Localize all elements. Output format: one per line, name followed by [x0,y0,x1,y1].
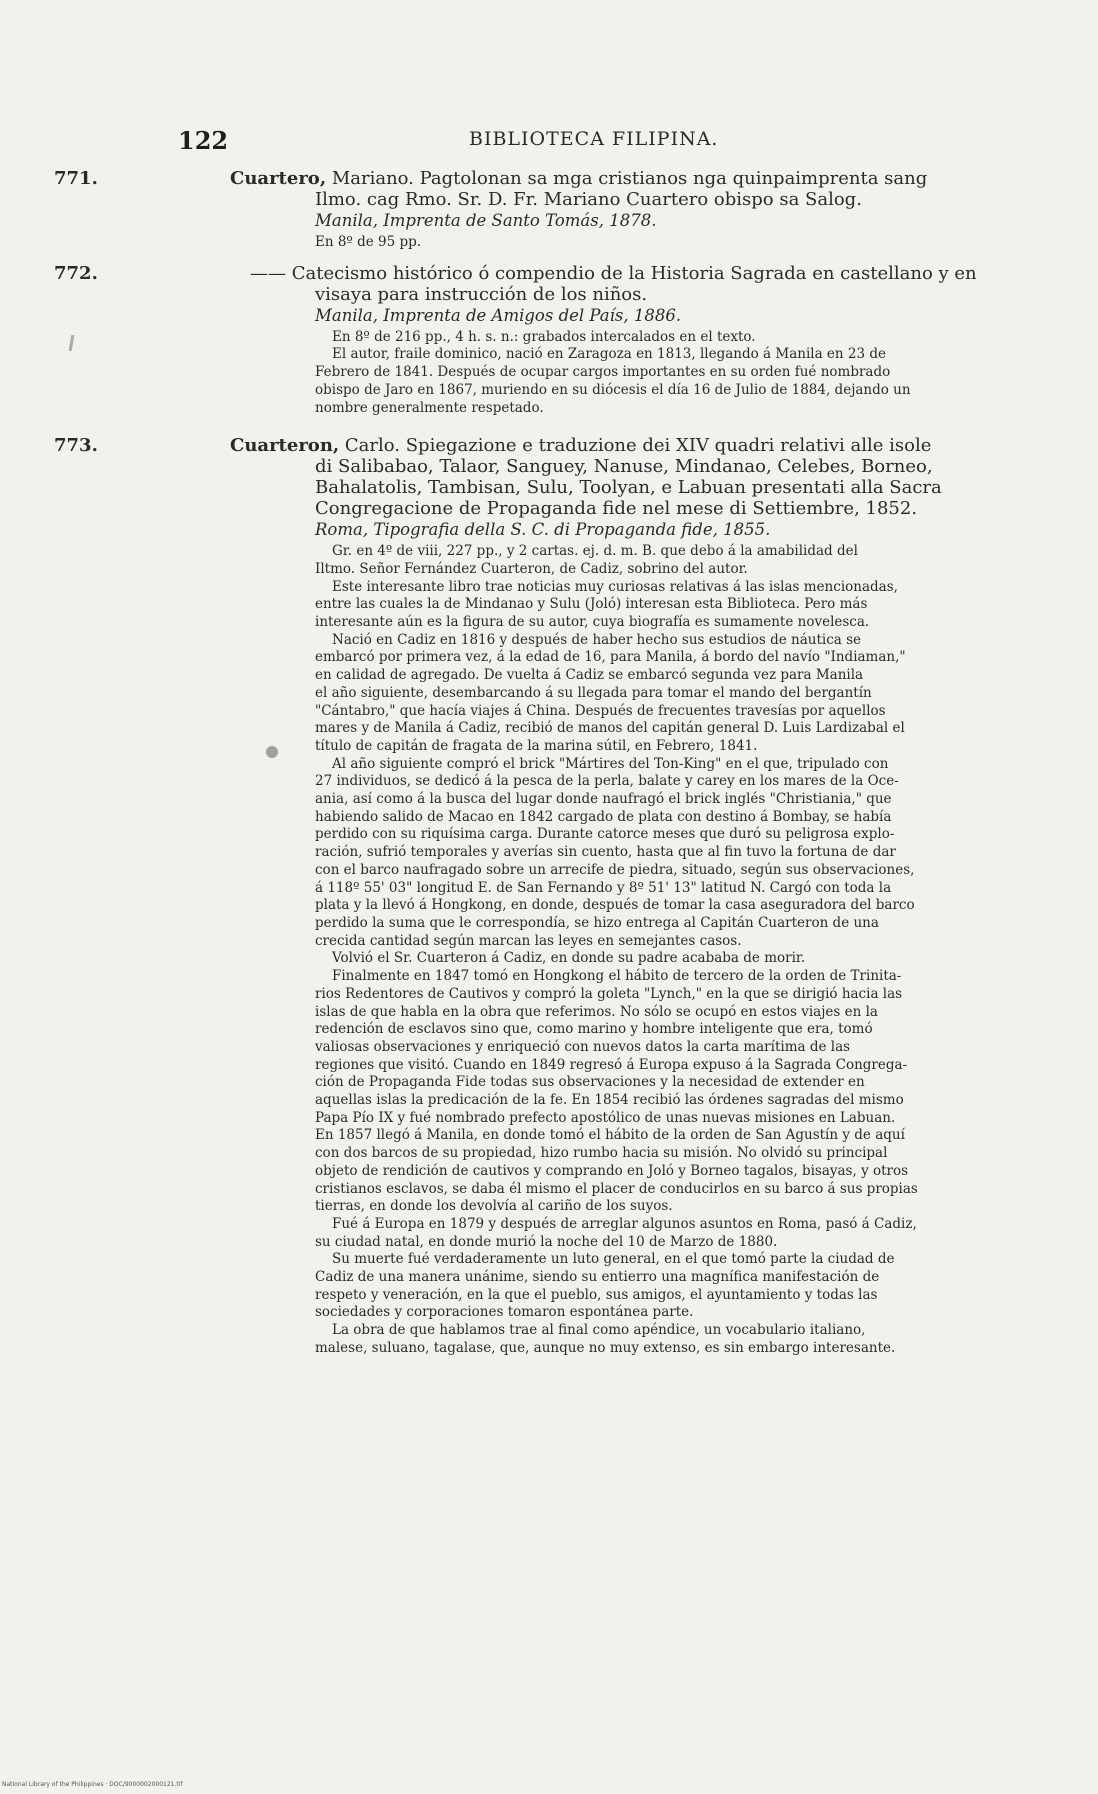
entry-note: interesante aún es la figura de su autor, cuya biografía es sumamente novelesca. [315,614,870,631]
entry-note: título de capitán de fragata de la marina sútil, en Febrero, 1841. [315,737,758,754]
entry-note: El autor, fraile dominico, nació en Zaragoza en 1813, llegando á Manila en 23 de [332,346,887,363]
entry-note: ración, sufrió temporales y averías sin cuento, hasta que al fin tuvo la fortuna de dar [315,844,896,861]
entry-imprint: Roma, Tipografia della S. C. di Propaganda fide, 1855. [315,520,771,540]
entry-note: Nació en Cadiz en 1816 y después de haber hecho sus estudios de náutica se [332,631,862,648]
entry-note: cristianos esclavos, se daba él mismo el placer de conducirlos en su barco á sus propias [315,1180,918,1197]
entry-note: Iltmo. Señor Fernández Cuarteron, de Cadiz, sobrino del autor. [315,560,748,577]
entry-note: perdido la suma que le correspondía, se hizo entrega al Capitán Cuarteron de una [315,914,879,931]
entry-note: obispo de Jaro en 1867, muriendo en su diócesis el día 16 de Julio de 1884, dejando un [315,381,911,398]
entry-note: Febrero de 1841. Después de ocupar cargos importantes en su orden fué nombrado [315,364,891,381]
entry-title [54,168,1036,189]
entry-note: entre las cuales la de Mindanao y Sulu (Joló) interesan esta Biblioteca. Pero más [315,596,868,613]
entry-note: malese, suluano, tagalase, que, aunque no muy extenso, es sin embargo interesante. [315,1339,896,1356]
entry-title [54,435,1036,457]
entry-imprint: Manila, Imprenta de Amigos del País, 1886. [315,305,682,325]
entry-771 [54,168,1036,252]
entry-note: plata y la llevó á Hongkong, en donde, después de tomar la casa aseguradora del barco [315,897,915,914]
entry-author: Cuarteron, [230,435,340,457]
entry-note: su ciudad natal, en donde murió la noche del 10 de Marzo de 1880. [315,1233,778,1250]
entry-note: embarcó por primera vez, á la edad de 16, para Manila, á bordo del navío "Indiaman," [315,649,906,666]
entry-number: 772. [54,262,98,284]
entry-note: respeto y veneración, en la que el pueblo, sus amigos, el ayuntamiento y todas las [315,1286,878,1303]
scan-footer: National Library of the Philippines · DOC/9000002000121.tif [2,1781,183,1788]
entry-note: 27 individuos, se dedicó á la pesca de la perla, balate y carey en los mares de la Oce- [315,773,899,790]
entry-title-line: Congregacione de Propaganda fide nel mese di Settiembre, 1852. [315,498,918,520]
running-header [178,126,1048,160]
entry-note: aquellas islas la predicación de la fe. En 1854 recibió las órdenes sagradas del mismo [315,1092,904,1109]
entry-author: Cuartero, [230,168,327,189]
entry-imprint: Manila, Imprenta de Santo Tomás, 1878. [315,211,657,230]
entry-note: ción de Propaganda Fide todas sus observaciones y la necesidad de extender en [315,1074,865,1091]
entry-note: crecida cantidad según marcan las leyes en semejantes casos. [315,932,742,949]
entry-number: 773. [54,435,98,457]
entry-note: Papa Pío IX y fué nombrado prefecto apostólico de unas nuevas misiones en Labuan. [315,1109,896,1126]
entry-note: en calidad de agregado. De vuelta á Cadiz se embarcó segunda vez para Manila [315,667,864,684]
entry-note: valiosas observaciones y enriqueció con nuevos datos la carta marítima de las [315,1038,851,1055]
entry-note: regiones que visitó. Cuando en 1849 regresó á Europa expuso á la Sagrada Congrega- [315,1056,908,1073]
entry-note: el año siguiente, desembarcando á su llegada para tomar el mando del bergantín [315,684,872,701]
entry-note: Finalmente en 1847 tomó en Hongkong el hábito de tercero de la orden de Trinita- [332,968,902,985]
entry-note: nombre generalmente respetado. [315,399,544,416]
bibliography-body [54,168,1036,1358]
entry-note: En 1857 llegó á Manila, en donde tomó el hábito de la orden de San Agustín y de aquí [315,1127,905,1144]
entry-note: habiendo salido de Macao en 1842 cargado de plata con destino á Bombay, se había [315,808,892,825]
entry-number: 771. [54,168,98,189]
entry-note: En 8º de 216 pp., 4 h. s. n.: grabados intercalados en el texto. [332,328,756,345]
entry-title-text: —— Catecismo histórico ó compendio de la Historia Sagrada en castellano y en [250,262,977,284]
entry-note: En 8º de 95 pp. [315,234,422,250]
entry-title-line: visaya para instrucción de los niños. [315,283,648,305]
running-title: BIBLIOTECA FILIPINA. [469,128,719,150]
entry-note: ania, así como á la busca del lugar donde naufragó el brick inglés "Christiania," que [315,791,892,808]
entry-note: rios Redentores de Cautivos y compró la goleta "Lynch," en la que se dirigió hacia las [315,985,903,1002]
entry-772 [54,262,1036,418]
margin-mark [69,335,75,351]
entry-title-line: Bahalatolis, Tambisan, Sulu, Toolyan, e Labuan presentati alla Sacra [315,477,942,499]
entry-note: sociedades y corporaciones tomaron espontánea parte. [315,1304,694,1321]
entry-title-line: di Salibabao, Talaor, Sanguey, Nanuse, Mindanao, Celebes, Borneo, [315,456,933,478]
entry-note: islas de que habla en la obra que referimos. No sólo se ocupó en estos viajes en la [315,1003,878,1020]
entry-title-text: Mariano. Pagtolonan sa mga cristianos nga quinpaimprenta sang [326,168,928,189]
entry-note: objeto de rendición de cautivos y comprando en Joló y Borneo tagalos, bisayas, y otros [315,1162,909,1179]
entry-note: Al año siguiente compró el brick "Mártires del Ton-King" en el que, tripulado con [332,755,889,772]
entry-note: Gr. en 4º de viii, 227 pp., y 2 cartas. ej. d. m. B. que debo á la amabilidad del [332,543,858,560]
entry-773 [54,435,1036,1357]
entry-title-text: Carlo. Spiegazione e traduzione dei XIV quadri relativi alle isole [339,435,932,457]
entry-note: Este interesante libro trae noticias muy curiosas relativas á las islas mencionadas, [332,578,898,595]
entry-note: con dos barcos de su propiedad, hizo rumbo hacia su misión. No olvidó su principal [315,1145,888,1162]
entry-note: redención de esclavos sino que, como marino y hombre inteligente que era, tomó [315,1021,873,1038]
entry-note: Fué á Europa en 1879 y después de arreglar algunos asuntos en Roma, pasó á Cadiz, [332,1215,917,1232]
entry-note: "Cántabro," que hacía viajes á China. Después de frecuentes travesías por aquellos [315,702,886,719]
entry-note: con el barco naufragado sobre un arrecife de piedra, situado, según sus observaciones, [315,861,915,878]
entry-title [54,262,1036,284]
entry-note: perdido con su riquísima carga. Durante catorce meses que duró su peligrosa explo- [315,826,895,843]
entry-note: mares y de Manila á Cadiz, recibió de manos del capitán general D. Luis Lardizabal el [315,720,905,737]
entry-title-line: Ilmo. cag Rmo. Sr. D. Fr. Mariano Cuartero obispo sa Salog. [315,189,862,210]
entry-note: Cadiz de una manera unánime, siendo su entierro una magnífica manifestación de [315,1269,880,1286]
entry-notes [184,543,1036,1357]
entry-note: á 118º 55' 03" longitud E. de San Fernando y 8º 51' 13" latitud N. Cargó con toda la [315,879,892,896]
entry-note: Volvió el Sr. Cuarteron á Cadiz, en donde su padre acababa de morir. [332,950,806,967]
entry-note: Su muerte fué verdaderamente un luto general, en el que tomó parte la ciudad de [332,1251,895,1268]
entry-note: tierras, en donde los devolvía al cariño de los suyos. [315,1198,673,1215]
entry-note: La obra de que hablamos trae al final como apéndice, un vocabulario italiano, [332,1322,866,1339]
page-number: 122 [178,126,229,155]
